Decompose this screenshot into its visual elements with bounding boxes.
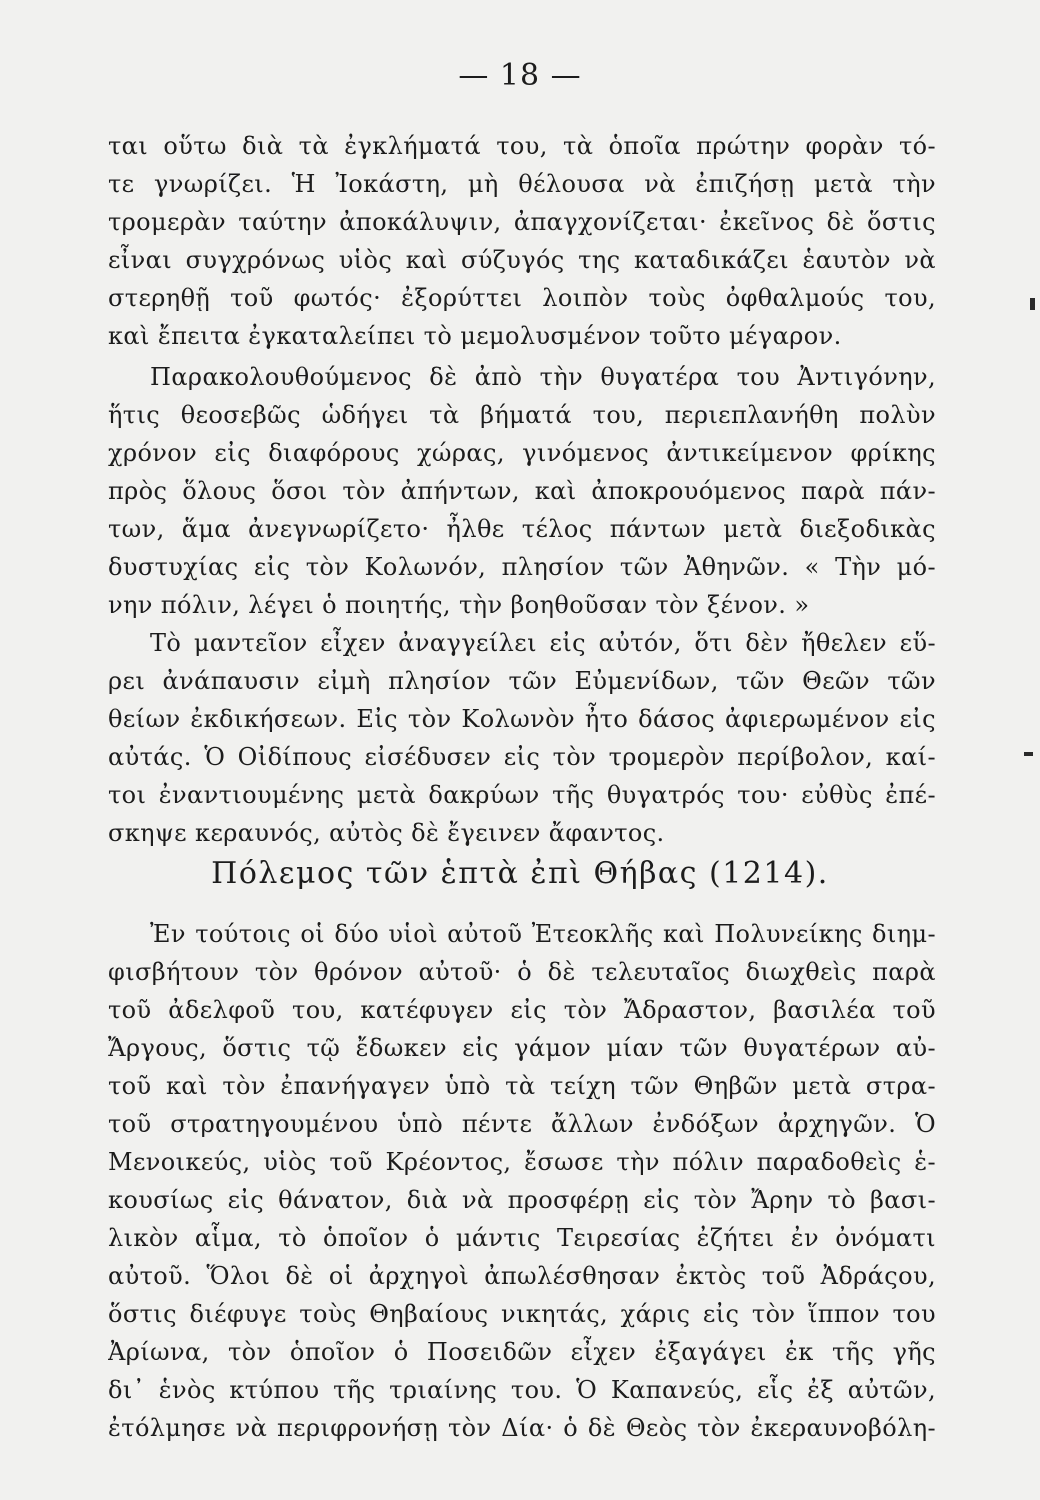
text-line: τοι ἐναντιουμένης μετὰ δακρύων τῆς θυγατρός του· εὐθὺς ἐπέ-: [108, 781, 936, 809]
text-line: ὅστις διέφυγε τοὺς Θηβαίους νικητάς, χάρις εἰς τὸν ἵππον του: [108, 1300, 936, 1328]
text-line: πρὸς ὅλους ὅσοι τὸν ἀπήντων, καὶ ἀποκρουόμενος παρὰ πάν-: [108, 477, 936, 505]
text-line: χρόνον εἰς διαφόρους χώρας, γινόμενος ἀντικείμενον φρίκης: [108, 439, 936, 467]
text-line: σκηψε κεραυνός, αὐτὸς δὲ ἔγεινεν ἄφαντος.: [108, 819, 665, 847]
text-line: αὐτοῦ. Ὅλοι δὲ οἱ ἀρχηγοὶ ἀπωλέσθησαν ἐκτὸς τοῦ Ἀδράςου,: [108, 1262, 936, 1290]
text-line: ἐτόλμησε νὰ περιφρονήσῃ τὸν Δία· ὁ δὲ Θεὸς τὸν ἐκεραυνοβόλη-: [108, 1414, 936, 1442]
text-line: των, ἅμα ἀνεγνωρίζετο· ἦλθε τέλος πάντων μετὰ διεξοδικὰς: [108, 515, 936, 543]
text-line: Ἐν τούτοις οἱ δύο υἱοὶ αὐτοῦ Ἐτεοκλῆς καὶ Πολυνείκης διημ-: [150, 920, 936, 948]
scan-mark: [1024, 752, 1033, 756]
text-line: τοῦ στρατηγουμένου ὑπὸ πέντε ἄλλων ἐνδόξων ἀρχηγῶν. Ὁ: [108, 1110, 936, 1138]
text-line: Ἀρίωνα, τὸν ὁποῖον ὁ Ποσειδῶν εἶχεν ἐξαγάγει ἐκ τῆς γῆς: [108, 1338, 936, 1366]
text-line: ἥτις θεοσεβῶς ὡδήγει τὰ βήματά του, περιεπλανήθη πολὺν: [108, 401, 936, 429]
text-line: κουσίως εἰς θάνατον, διὰ νὰ προσφέρῃ εἰς τὸν Ἄρην τὸ βασι-: [108, 1186, 936, 1214]
text-line: τοῦ καὶ τὸν ἐπανήγαγεν ὑπὸ τὰ τείχη τῶν Θηβῶν μετὰ στρα-: [108, 1072, 936, 1100]
text-line: τρομερὰν ταύτην ἀποκάλυψιν, ἀπαγχονίζεται· ἐκεῖνος δὲ ὅστις: [108, 208, 936, 236]
scan-mark: [1030, 298, 1035, 310]
text-line: τοῦ ἀδελφοῦ του, κατέφυγεν εἰς τὸν Ἄδραστον, βασιλέα τοῦ: [108, 996, 936, 1024]
section-heading: Πόλεμος τῶν ἑπτὰ ἐπὶ Θήβας (1214).: [211, 856, 829, 891]
text-line: αὐτάς. Ὁ Οἰδίπους εἰσέδυσεν εἰς τὸν τρομερὸν περίβολον, καί-: [108, 743, 936, 771]
text-line: δυστυχίας εἰς τὸν Κολωνόν, πλησίον τῶν Ἀθηνῶν. « Τὴν μό-: [108, 553, 936, 581]
text-line: Παρακολουθούμενος δὲ ἀπὸ τὴν θυγατέρα του Ἀντιγόνην,: [150, 363, 936, 391]
text-line: δι᾽ ἑνὸς κτύπου τῆς τριαίνης του. Ὁ Καπανεύς, εἷς ἐξ αὐτῶν,: [108, 1376, 936, 1404]
text-line: καὶ ἔπειτα ἐγκαταλείπει τὸ μεμολυσμένον τοῦτο μέγαρον.: [108, 322, 842, 350]
text-line: ται οὕτω διὰ τὰ ἐγκλήματά του, τὰ ὁποῖα πρώτην φορὰν τό-: [108, 132, 936, 160]
text-line: στερηθῇ τοῦ φωτός· ἐξορύττει λοιπὸν τοὺς ὀφθαλμούς του,: [108, 284, 936, 312]
text-line: νην πόλιν, λέγει ὁ ποιητής, τὴν βοηθοῦσαν τὸν ξένον. »: [108, 591, 810, 619]
text-line: Τὸ μαντεῖον εἶχεν ἀναγγείλει εἰς αὐτόν, ὅτι δὲν ἤθελεν εὕ-: [150, 629, 936, 657]
text-line: τε γνωρίζει. Ἡ Ἰοκάστη, μὴ θέλουσα νὰ ἐπιζήσῃ μετὰ τὴν: [108, 170, 936, 198]
text-line: εἶναι συγχρόνως υἱὸς καὶ σύζυγός της καταδικάζει ἑαυτὸν νὰ: [108, 246, 936, 274]
text-line: θείων ἐκδικήσεων. Εἰς τὸν Κολωνὸν ἦτο δάσος ἀφιερωμένον εἰς: [108, 705, 936, 733]
text-line: Ἄργους, ὅστις τῷ ἔδωκεν εἰς γάμον μίαν τῶν θυγατέρων αὐ-: [108, 1034, 936, 1062]
text-line: Μενοικεύς, υἱὸς τοῦ Κρέοντος, ἔσωσε τὴν πόλιν παραδοθεὶς ἑ-: [108, 1148, 936, 1176]
page-number: — 18 —: [458, 58, 582, 93]
text-line: φισβήτουν τὸν θρόνον αὐτοῦ· ὁ δὲ τελευταῖος διωχθεὶς παρὰ: [108, 958, 936, 986]
text-line: ρει ἀνάπαυσιν εἰμὴ πλησίον τῶν Εὐμενίδων, τῶν Θεῶν τῶν: [108, 667, 936, 695]
text-line: λικὸν αἷμα, τὸ ὁποῖον ὁ μάντις Τειρεσίας ἐζήτει ἐν ὀνόματι: [108, 1224, 936, 1252]
